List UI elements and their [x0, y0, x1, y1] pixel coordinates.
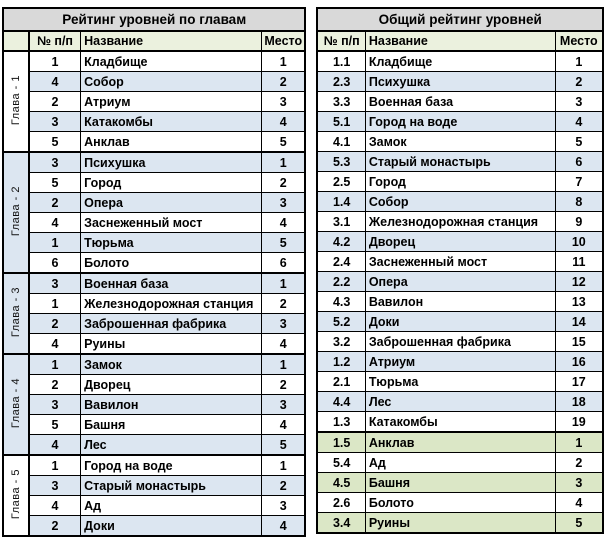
table-row — [317, 292, 603, 312]
overall-rating-table — [316, 7, 604, 534]
cell-place: 2 — [262, 294, 306, 314]
table-row — [317, 72, 603, 92]
cell-name: Город на воде — [81, 455, 262, 476]
cell-num: 4.2 — [317, 232, 365, 252]
cell-place: 5 — [555, 132, 603, 152]
table-row — [317, 132, 603, 152]
table-row — [3, 132, 305, 153]
cell-place: 9 — [555, 212, 603, 232]
column-header-name: Название — [365, 31, 555, 51]
table-row — [317, 473, 603, 493]
chapter-label-cell — [3, 51, 29, 152]
cell-num: 2 — [29, 516, 81, 537]
cell-num: 5.3 — [317, 152, 365, 172]
cell-num: 1 — [29, 354, 81, 375]
table-row — [3, 455, 305, 476]
cell-num: 2 — [29, 92, 81, 112]
cell-num: 5 — [29, 173, 81, 193]
cell-place: 8 — [555, 192, 603, 212]
cell-place: 1 — [262, 152, 306, 173]
cell-name: Психушка — [81, 152, 262, 173]
cell-place: 6 — [262, 253, 306, 274]
cell-place: 10 — [555, 232, 603, 252]
cell-num: 1 — [29, 455, 81, 476]
cell-name: Атриум — [81, 92, 262, 112]
cell-name: Город — [81, 173, 262, 193]
cell-place: 3 — [262, 496, 306, 516]
cell-place: 16 — [555, 352, 603, 372]
table-row — [3, 476, 305, 496]
table-row — [317, 212, 603, 232]
cell-num: 1.4 — [317, 192, 365, 212]
table-row — [3, 233, 305, 253]
cell-num: 5.2 — [317, 312, 365, 332]
cell-place: 4 — [555, 493, 603, 513]
cell-place: 19 — [555, 412, 603, 433]
cell-place: 7 — [555, 172, 603, 192]
cell-place: 5 — [262, 132, 306, 153]
column-header-num: № п/п — [317, 31, 365, 51]
cell-name: Старый монастырь — [81, 476, 262, 496]
cell-place: 4 — [262, 516, 306, 537]
cell-place: 18 — [555, 392, 603, 412]
header-row — [3, 31, 305, 51]
cell-name: Руины — [81, 334, 262, 355]
cell-name: Собор — [81, 72, 262, 92]
table-row — [3, 334, 305, 355]
column-header-place: Место — [262, 31, 306, 51]
cell-name: Опера — [81, 193, 262, 213]
table-row — [317, 312, 603, 332]
chapter-label: Глава - 2 — [9, 185, 22, 237]
cell-name: Военная база — [81, 273, 262, 294]
table-row — [317, 152, 603, 172]
cell-place: 4 — [555, 112, 603, 132]
cell-place: 14 — [555, 312, 603, 332]
cell-num: 1 — [29, 294, 81, 314]
title-row — [317, 8, 603, 31]
table-row — [317, 493, 603, 513]
cell-place: 3 — [262, 193, 306, 213]
table-row — [3, 354, 305, 375]
cell-num: 2 — [29, 314, 81, 334]
cell-name: Военная база — [365, 92, 555, 112]
cell-num: 5.1 — [317, 112, 365, 132]
cell-num: 2.6 — [317, 493, 365, 513]
cell-place: 4 — [262, 112, 306, 132]
cell-place: 3 — [555, 92, 603, 112]
cell-name: Заснеженный мост — [81, 213, 262, 233]
cell-place: 12 — [555, 272, 603, 292]
cell-num: 2.1 — [317, 372, 365, 392]
table-row — [3, 112, 305, 132]
cell-name: Замок — [365, 132, 555, 152]
cell-place: 2 — [262, 173, 306, 193]
cell-num: 1.2 — [317, 352, 365, 372]
cell-num: 4.4 — [317, 392, 365, 412]
table-row — [317, 412, 603, 433]
cell-num: 3 — [29, 395, 81, 415]
chapter-label: Глава - 1 — [9, 74, 22, 126]
cell-name: Башня — [81, 415, 262, 435]
cell-name: Собор — [365, 192, 555, 212]
chapter-label: Глава - 5 — [9, 468, 22, 520]
cell-place: 1 — [262, 455, 306, 476]
cell-name: Кладбище — [81, 51, 262, 72]
cell-num: 3 — [29, 112, 81, 132]
cell-name: Дворец — [365, 232, 555, 252]
cell-place: 5 — [262, 435, 306, 456]
cell-place: 3 — [262, 314, 306, 334]
cell-num: 3 — [29, 273, 81, 294]
cell-place: 6 — [555, 152, 603, 172]
cell-place: 4 — [262, 334, 306, 355]
table-row — [317, 192, 603, 212]
column-header-num: № п/п — [29, 31, 81, 51]
table-row — [3, 273, 305, 294]
table-title: Рейтинг уровней по главам — [3, 8, 305, 31]
cell-num: 2 — [29, 375, 81, 395]
table-row — [317, 352, 603, 372]
cell-place: 3 — [262, 92, 306, 112]
cell-name: Атриум — [365, 352, 555, 372]
table-row — [3, 72, 305, 92]
cell-name: Тюрьма — [81, 233, 262, 253]
table-row — [3, 395, 305, 415]
cell-name: Дворец — [81, 375, 262, 395]
cell-place: 13 — [555, 292, 603, 312]
chapter-label: Глава - 4 — [9, 377, 22, 429]
cell-place: 4 — [262, 415, 306, 435]
chapter-label-cell — [3, 273, 29, 354]
cell-name: Башня — [365, 473, 555, 493]
cell-num: 1 — [29, 233, 81, 253]
table-row — [3, 92, 305, 112]
table-row — [317, 172, 603, 192]
cell-place: 2 — [555, 72, 603, 92]
table-row — [3, 173, 305, 193]
cell-name: Город на воде — [365, 112, 555, 132]
cell-num: 3.2 — [317, 332, 365, 352]
chapter-label-cell — [3, 354, 29, 455]
table-row — [317, 432, 603, 453]
cell-num: 2 — [29, 193, 81, 213]
cell-num: 3 — [29, 152, 81, 173]
header-row — [317, 31, 603, 51]
cell-num: 3.4 — [317, 513, 365, 534]
cell-name: Железнодорожная станция — [81, 294, 262, 314]
cell-name: Кладбище — [365, 51, 555, 72]
table-row — [3, 213, 305, 233]
table-row — [3, 516, 305, 537]
cell-num: 2.3 — [317, 72, 365, 92]
cell-name: Ад — [365, 453, 555, 473]
cell-name: Психушка — [365, 72, 555, 92]
table-row — [3, 294, 305, 314]
cell-place: 15 — [555, 332, 603, 352]
cell-name: Вавилон — [365, 292, 555, 312]
cell-place: 2 — [262, 72, 306, 92]
cell-num: 3.1 — [317, 212, 365, 232]
cell-name: Заброшенная фабрика — [81, 314, 262, 334]
cell-name: Ад — [81, 496, 262, 516]
title-row — [3, 8, 305, 31]
table-row — [317, 272, 603, 292]
cell-num: 1.5 — [317, 432, 365, 453]
table-row — [3, 193, 305, 213]
column-header-name: Название — [81, 31, 262, 51]
chapter-label-cell — [3, 152, 29, 273]
cell-name: Болото — [81, 253, 262, 274]
cell-name: Руины — [365, 513, 555, 534]
cell-name: Старый монастырь — [365, 152, 555, 172]
cell-name: Лес — [81, 435, 262, 456]
cell-num: 4 — [29, 334, 81, 355]
table-row — [3, 51, 305, 72]
cell-place: 1 — [262, 354, 306, 375]
cell-num: 5 — [29, 132, 81, 153]
cell-num: 2.5 — [317, 172, 365, 192]
table-row — [3, 152, 305, 173]
cell-num: 4 — [29, 496, 81, 516]
cell-name: Лес — [365, 392, 555, 412]
table-row — [317, 252, 603, 272]
table-row — [3, 253, 305, 274]
cell-place: 5 — [555, 513, 603, 534]
table-row — [3, 496, 305, 516]
cell-num: 4 — [29, 213, 81, 233]
cell-num: 4 — [29, 72, 81, 92]
table-row — [317, 232, 603, 252]
table-row — [3, 314, 305, 334]
table-row — [317, 453, 603, 473]
cell-place: 2 — [262, 375, 306, 395]
cell-name: Доки — [81, 516, 262, 537]
cell-place: 1 — [262, 273, 306, 294]
cell-place: 1 — [555, 432, 603, 453]
cell-name: Замок — [81, 354, 262, 375]
cell-num: 1.1 — [317, 51, 365, 72]
cell-name: Город — [365, 172, 555, 192]
table-row — [317, 513, 603, 534]
cell-name: Железнодорожная станция — [365, 212, 555, 232]
cell-name: Анклав — [365, 432, 555, 453]
table-row — [3, 435, 305, 456]
cell-name: Катакомбы — [365, 412, 555, 433]
table-row — [3, 415, 305, 435]
cell-place: 2 — [555, 453, 603, 473]
cell-name: Заснеженный мост — [365, 252, 555, 272]
cell-place: 2 — [262, 476, 306, 496]
cell-name: Катакомбы — [81, 112, 262, 132]
table-row — [317, 392, 603, 412]
cell-num: 5.4 — [317, 453, 365, 473]
cell-num: 4.5 — [317, 473, 365, 493]
cell-num: 5 — [29, 415, 81, 435]
cell-name: Заброшенная фабрика — [365, 332, 555, 352]
cell-num: 2.2 — [317, 272, 365, 292]
chapter-column-header — [3, 31, 29, 51]
chapter-rating-table — [2, 7, 306, 537]
cell-num: 2.4 — [317, 252, 365, 272]
cell-place: 3 — [262, 395, 306, 415]
cell-num: 6 — [29, 253, 81, 274]
cell-num: 4.1 — [317, 132, 365, 152]
table-row — [317, 51, 603, 72]
table-row — [317, 92, 603, 112]
cell-name: Анклав — [81, 132, 262, 153]
cell-name: Опера — [365, 272, 555, 292]
cell-num: 1 — [29, 51, 81, 72]
cell-place: 3 — [555, 473, 603, 493]
chapter-label-cell — [3, 455, 29, 536]
column-header-place: Место — [555, 31, 603, 51]
cell-num: 4.3 — [317, 292, 365, 312]
cell-name: Вавилон — [81, 395, 262, 415]
cell-num: 1.3 — [317, 412, 365, 433]
table-row — [317, 332, 603, 352]
cell-name: Болото — [365, 493, 555, 513]
table-row — [317, 112, 603, 132]
table-title: Общий рейтинг уровней — [317, 8, 603, 31]
cell-place: 4 — [262, 213, 306, 233]
cell-num: 3.3 — [317, 92, 365, 112]
table-row — [317, 372, 603, 392]
cell-place: 1 — [555, 51, 603, 72]
cell-name: Доки — [365, 312, 555, 332]
cell-place: 11 — [555, 252, 603, 272]
cell-place: 1 — [262, 51, 306, 72]
cell-num: 4 — [29, 435, 81, 456]
cell-name: Тюрьма — [365, 372, 555, 392]
table-row — [3, 375, 305, 395]
cell-place: 17 — [555, 372, 603, 392]
chapter-label: Глава - 3 — [9, 286, 22, 338]
cell-place: 5 — [262, 233, 306, 253]
cell-num: 3 — [29, 476, 81, 496]
